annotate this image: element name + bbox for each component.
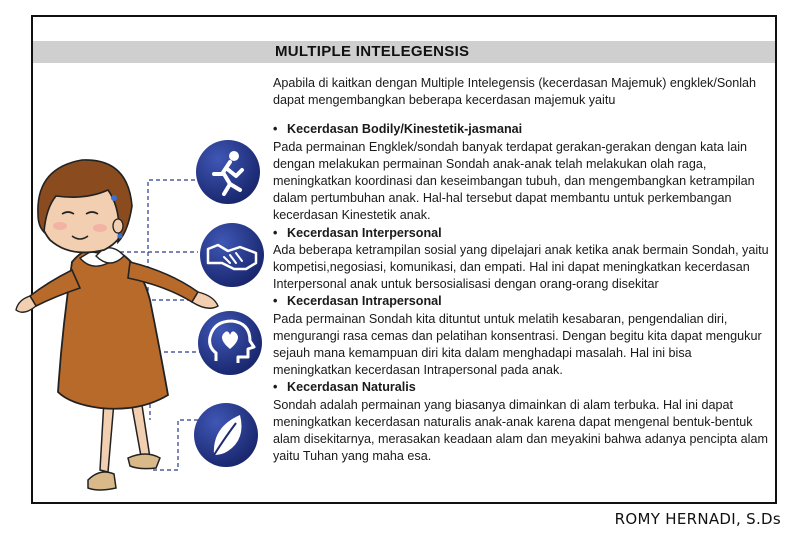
bullet: •	[273, 380, 278, 395]
intro-paragraph: Apabila di kaitkan dengan Multiple Intelegensis (kecerdasan Majemuk) engklek/Sonlah dapat mengembangkan beberapa kecerdasan majemuk yaitu	[273, 76, 757, 108]
section-body: Ada beberapa ketrampilan sosial yang dipelajari anak ketika anak bermain Sondah, yaitu kompetisi,negosiasi, komunikasi, dan empati. Hal ini dapat meningkatkan kecerdasan Interpersonal anak untuk bersosialisasi dengan orang-orang disekitar	[273, 242, 769, 292]
leaf-icon	[194, 403, 258, 467]
section-naturalis	[273, 379, 773, 465]
section-heading: Kecerdasan Bodily/Kinestetik-jasmanai	[287, 122, 523, 137]
info-panel	[31, 15, 777, 504]
bullet: •	[273, 225, 278, 240]
section-heading: Kecerdasan Naturalis	[287, 380, 416, 395]
title-bar	[33, 41, 775, 63]
section-intrapersonal	[273, 293, 773, 379]
section-heading: Kecerdasan Intrapersonal	[287, 294, 442, 309]
section-heading: Kecerdasan Interpersonal	[287, 225, 442, 240]
bullet: •	[273, 294, 278, 309]
content-text	[273, 75, 773, 465]
section-body: Pada permainan Sondah kita dituntut untuk melatih kesabaran, pengendalian diri, mengurangi rasa cemas dan pelatihan konsentrasi. Dengan begitu kita dapat mengukur sejauh mana kemampuan diri kita dalam menghadapi masalah. Hal ini bisa meningkatkan kecerdasan Intrapersonal pada anak.	[273, 311, 762, 378]
bullet: •	[273, 122, 278, 137]
head-heart-icon	[198, 311, 262, 375]
section-body: Pada permainan Engklek/sondah banyak terdapat gerakan-gerakan dengan kata lain dengan melakukan permainan Sondah anak-anak telah melakukan olah raga, meningkatkan koordinasi dan keseimbangan tubuh, dan mengembangkan ketrampilan dalam pertumbuhan anak. Hal-hal tersebut dapat membantu untuk perkembangan kecerdasan Kinestetik anak.	[273, 139, 755, 223]
handshake-icon	[200, 223, 264, 287]
author-credit: ROMY HERNADI, S.Ds	[614, 510, 781, 528]
section-body: Sondah adalah permainan yang biasanya dimainkan di alam terbuka. Hal ini dapat meningkatkan kecerdasan naturalis anak-anak karena dapat mengenal bentuk-bentuk alam disekitarnya, merasakan keadaan alam dan meyakini bahwa adanya pencipta alam yaitu Tuhan yang maha esa.	[273, 397, 768, 464]
section-interpersonal	[273, 225, 773, 294]
running-person-icon	[196, 140, 260, 204]
section-kinestetik	[273, 121, 773, 224]
page-title: MULTIPLE INTELEGENSIS	[275, 43, 470, 60]
